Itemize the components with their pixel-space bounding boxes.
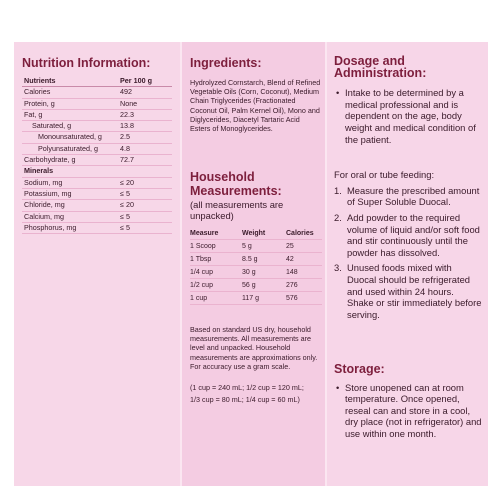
dosage-step: 2. Add powder to the required volume of liquid and/or soft food and stir continuously until the powder has dissolved. bbox=[334, 211, 480, 258]
household-row: 1 Tbsp 8.5 g 42 bbox=[190, 253, 322, 266]
ingredients-title: Ingredients: bbox=[190, 56, 262, 70]
storage-title: Storage: bbox=[334, 362, 385, 376]
ingredients-section bbox=[190, 56, 322, 133]
household-subtitle: (all measurements are unpacked) bbox=[190, 199, 284, 221]
nutrition-row: Protein, g None bbox=[22, 99, 172, 110]
household-row: 1 Scoop 5 g 25 bbox=[190, 240, 322, 253]
column-divider bbox=[325, 42, 327, 486]
mineral-row: Sodium, mg ≤ 20 bbox=[22, 178, 172, 189]
mineral-row: Chloride, mg ≤ 20 bbox=[22, 200, 172, 211]
nutrition-title: Nutrition Information: bbox=[22, 56, 151, 70]
household-conversion-1: (1 cup = 240 mL; 1/2 cup = 120 mL; bbox=[190, 383, 304, 393]
dosage-step: 1. Measure the prescribed amount of Super Soluble Duocal. bbox=[334, 184, 480, 208]
oral-feeding-label: For oral or tube feeding: bbox=[334, 169, 435, 181]
household-row: 1/2 cup 56 g 276 bbox=[190, 279, 322, 292]
household-section bbox=[190, 170, 322, 404]
label-panel bbox=[14, 42, 488, 486]
household-table bbox=[190, 227, 322, 305]
household-conversion-2: 1/3 cup = 80 mL; 1/4 cup = 60 mL) bbox=[190, 395, 300, 405]
household-title: Household Measurements: bbox=[190, 170, 282, 198]
nutrition-row: Saturated, g 13.8 bbox=[22, 121, 172, 132]
mineral-row: Potassium, mg ≤ 5 bbox=[22, 189, 172, 200]
dosage-title: Dosage and Administration: bbox=[334, 54, 427, 80]
nutrition-row: Monounsaturated, g 2.5 bbox=[22, 132, 172, 143]
dosage-steps bbox=[334, 185, 482, 321]
household-row: 1 cup 117 g 576 bbox=[190, 292, 322, 305]
storage-section bbox=[334, 364, 482, 440]
household-header: Measure Weight Calories bbox=[190, 227, 322, 240]
ingredients-text: Hydrolyzed Cornstarch, Blend of Refined Vegetable Oils (Corn, Coconut), Medium Chain Triglycerides (Fractionated Coconut Oil, Palm Kernel Oil), Mono and Diglycerides, Diacetyl Tartaric Acid Esters of Monoglycerides. bbox=[190, 78, 321, 134]
dosage-step: 3. Unused foods mixed with Duocal should be refrigerated and used within 24 hours. Shake or stir immediately before serving. bbox=[334, 262, 482, 320]
nutrition-row: Fat, g 22.3 bbox=[22, 110, 172, 121]
dosage-bullet-list bbox=[334, 87, 482, 145]
dosage-section bbox=[334, 56, 482, 324]
minerals-heading: Minerals bbox=[22, 166, 172, 177]
nutrition-row: Polyunsaturated, g 4.8 bbox=[22, 144, 172, 155]
nutrition-header: Nutrients Per 100 g bbox=[22, 76, 172, 87]
storage-bullet: • Store unopened can at room temperature. Once opened, reseal can and store in a cool, dry place (not in refrigerator) and use within one month. bbox=[334, 382, 482, 440]
nutrition-table bbox=[22, 76, 172, 234]
dosage-bullet: • Intake to be determined by a medical professional and is dependent on the age, body weight and medical condition of the patient. bbox=[334, 87, 482, 145]
mineral-row: Phosphorus, mg ≤ 5 bbox=[22, 223, 172, 234]
column-divider bbox=[180, 42, 182, 486]
mineral-row: Calcium, mg ≤ 5 bbox=[22, 212, 172, 223]
household-note: Based on standard US dry, household measurements. All measurements are level and unpacked. Household measurements are approximations only. For accuracy use a gram scale. bbox=[190, 325, 318, 371]
nutrition-section bbox=[22, 56, 172, 234]
nutrition-row: Carbohydrate, g 72.7 bbox=[22, 155, 172, 166]
nutrition-row: Calories 492 bbox=[22, 87, 172, 98]
storage-bullet-list bbox=[334, 382, 482, 440]
household-row: 1/4 cup 30 g 148 bbox=[190, 266, 322, 279]
